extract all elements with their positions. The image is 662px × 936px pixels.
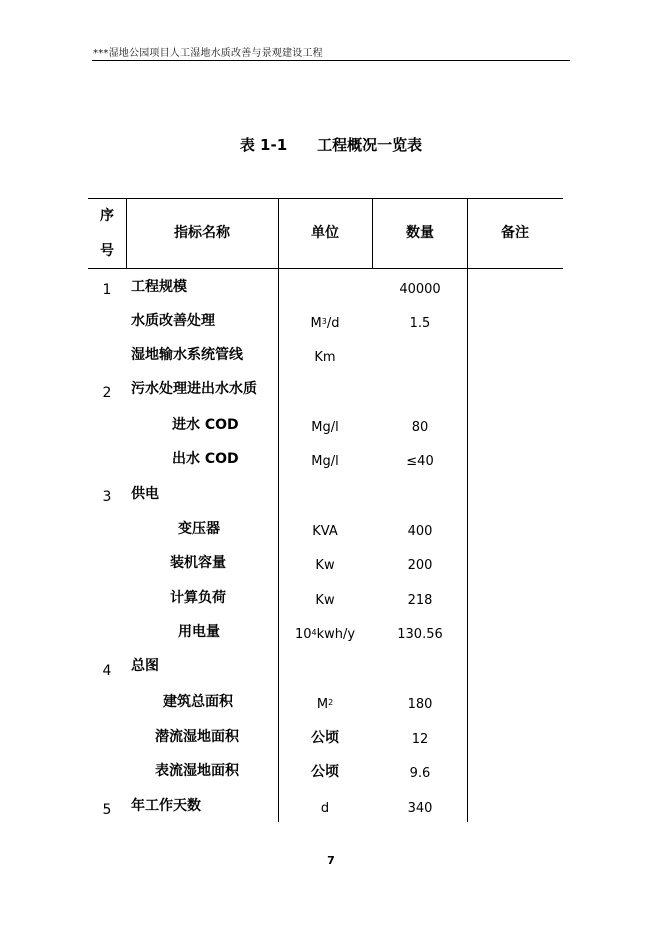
row-quantity: 340 <box>407 801 433 816</box>
header-name: 指标名称 <box>174 225 230 241</box>
row-unit: $10^4kwh/y$ <box>294 627 356 642</box>
row-name: 工程规模 <box>131 279 187 295</box>
row-seq: 5 <box>102 802 112 818</box>
table-name: 工程概况一览表 <box>317 136 423 154</box>
row-name: 建筑总面积 <box>163 694 233 710</box>
row-quantity: 12 <box>411 732 429 747</box>
row-name: 变压器 <box>178 521 220 537</box>
row-unit: Km <box>314 350 336 365</box>
col-divider-1 <box>126 198 127 268</box>
table-number: 表 1-1 <box>239 136 288 154</box>
row-unit: 公顷 <box>311 730 339 746</box>
row-name: 装机容量 <box>170 555 226 571</box>
row-unit: Mg/l <box>311 454 339 469</box>
row-unit: Mg/l <box>311 420 339 435</box>
header-remark: 备注 <box>501 225 529 241</box>
header-seq-bottom: 号 <box>100 243 114 259</box>
col-divider-2 <box>278 198 279 822</box>
running-header: ***湿地公园项目人工湿地水质改善与景观建设工程 <box>93 48 323 59</box>
row-quantity: 9.6 <box>409 766 431 781</box>
page-number: 7 <box>327 854 335 867</box>
row-quantity: 200 <box>407 558 433 573</box>
row-name: 进水 COD <box>172 417 239 433</box>
row-name: 年工作天数 <box>131 798 201 814</box>
col-divider-3 <box>372 198 373 268</box>
row-seq: 3 <box>102 489 112 505</box>
table-title <box>0 134 662 155</box>
row-unit: Kw <box>315 593 335 608</box>
row-name: 表流湿地面积 <box>155 763 239 779</box>
row-name: 用电量 <box>178 624 220 640</box>
row-name: 计算负荷 <box>170 590 226 606</box>
table-top-rule <box>88 198 563 199</box>
header-unit: 单位 <box>311 225 339 241</box>
header-seq-top: 序 <box>100 208 114 224</box>
table-header-rule <box>88 268 563 269</box>
row-quantity: 40000 <box>399 282 441 297</box>
row-quantity: 400 <box>407 524 433 539</box>
row-quantity: 218 <box>407 593 433 608</box>
row-quantity: 80 <box>411 420 429 435</box>
row-name: 潜流湿地面积 <box>155 729 239 745</box>
row-name: 湿地输水系统管线 <box>131 347 243 363</box>
row-seq: 4 <box>102 663 112 679</box>
row-unit: KVA <box>312 524 338 539</box>
row-quantity: 1.5 <box>409 316 431 331</box>
row-quantity: ≤40 <box>406 454 434 469</box>
row-unit: $M^3/d$ <box>310 316 340 331</box>
col-divider-4 <box>467 198 468 822</box>
row-seq: 1 <box>102 282 112 298</box>
row-quantity: 180 <box>407 697 433 712</box>
row-unit: $M^2$ <box>316 697 334 712</box>
row-name: 水质改善处理 <box>131 313 215 329</box>
row-seq: 2 <box>102 385 112 401</box>
row-unit: 公顷 <box>311 764 339 780</box>
header-rule <box>92 60 570 61</box>
row-quantity: 130.56 <box>397 627 443 642</box>
row-name: 供电 <box>131 486 159 502</box>
row-name: 出水 COD <box>172 451 239 467</box>
row-unit: d <box>320 801 330 816</box>
row-name: 总图 <box>131 658 159 674</box>
row-unit: Kw <box>315 558 335 573</box>
row-name: 污水处理进出水水质 <box>131 381 257 397</box>
header-quantity: 数量 <box>406 225 434 241</box>
